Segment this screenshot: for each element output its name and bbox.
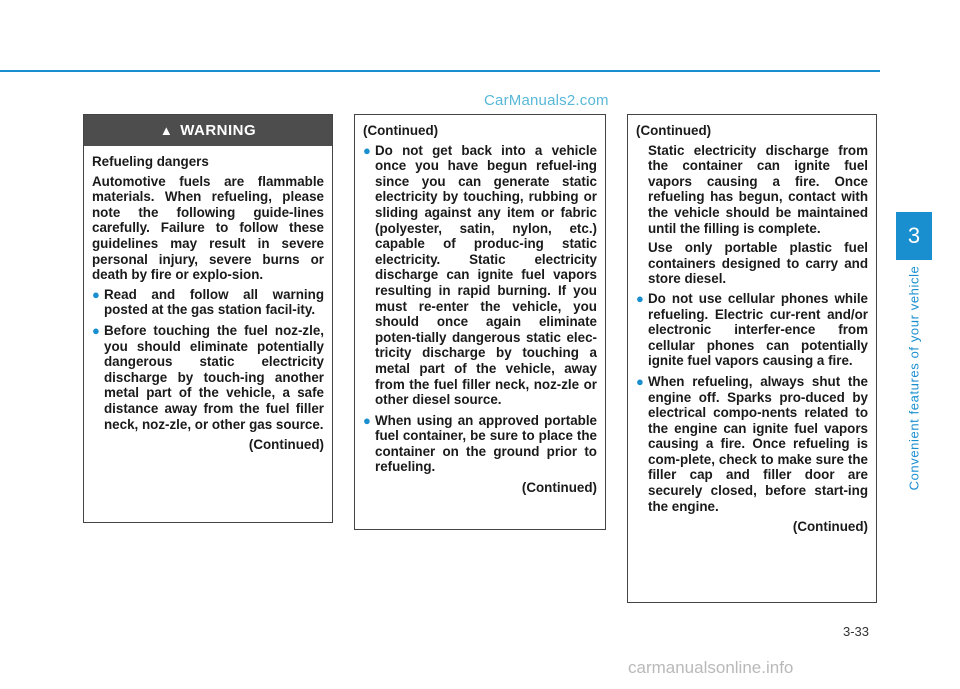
intro-paragraph: Automotive fuels are flammable materials. When refueling, please note the following guide-lines carefully. Failure to follow these guidelines may result in severe personal injury, severe burns or death by fire or explo-sion. xyxy=(92,173,324,283)
warning-header xyxy=(84,115,332,146)
bullet-dot-icon: ● xyxy=(92,322,100,338)
list-item: ● When refueling, always shut the engine off. Sparks pro-duced by electrical compo-nents related to the engine can ignite fuel vapors causing a fire. Once refueling is com-plete, check to make sure the filler cap and filler door are securely closed, before start-ing the engine. xyxy=(636,373,868,514)
watermark-bottom: carmanualsonline.info xyxy=(628,658,794,677)
list-item: ● When using an approved portable fuel container, be sure to place the container on the ground prior to refueling. xyxy=(363,412,597,475)
continued-top-label: (Continued) xyxy=(636,123,712,138)
bullet-dot-icon: ● xyxy=(636,290,644,306)
paragraph: Use only portable plastic fuel containers designed to carry and store diesel. xyxy=(648,240,868,287)
bullet-dot-icon: ● xyxy=(636,373,644,389)
continued-label: (Continued) xyxy=(521,480,597,496)
list-item: ● Do not get back into a vehicle once you have begun refuel-ing since you can generate static electricity by touching, rubbing or sliding against any item or fabric (polyester, satin, nylon, etc.) capable of produc-ing static electricity. Static electricity discharge can ignite fuel vapors resulting in rapid burning. If you must re-enter the vehicle, you should once again eliminate poten-tially dangerous static elec-tricity discharge by touching a metal part of the vehicle, away from the fuel filler neck, noz-zle or other diesel source. xyxy=(363,142,597,408)
chapter-tab: 3 xyxy=(896,212,932,260)
bullet-dot-icon: ● xyxy=(363,412,371,428)
bullet-list xyxy=(92,287,324,432)
continued-box-3 xyxy=(627,114,877,603)
bullet-dot-icon: ● xyxy=(363,142,371,158)
list-item: ● Before touching the fuel noz-zle, you should eliminate potentially dangerous static electricity discharge by touch-ing another metal part of the vehicle, a safe distance away from the fuel filler neck, noz-zle, or other gas source. xyxy=(92,322,324,432)
paragraph: Static electricity discharge from the container can ignite fuel vapors causing a fire. Once refueling has begun, contact with the vehicle should be maintained until the filling is complete. xyxy=(648,142,868,236)
continued-top-label: (Continued) xyxy=(363,123,439,138)
warning-box xyxy=(83,114,333,523)
warning-body xyxy=(84,146,332,463)
continued-box-2 xyxy=(354,114,606,530)
continued-label: (Continued) xyxy=(792,519,868,535)
top-rule xyxy=(0,70,880,72)
box-body xyxy=(355,115,605,506)
section-heading: Refueling dangers xyxy=(92,154,209,169)
chapter-title: Convenient features of your vehicle xyxy=(906,265,922,491)
box-body xyxy=(628,115,876,545)
bullet-list xyxy=(363,143,597,475)
warning-title: WARNING xyxy=(180,121,257,139)
warning-triangle-icon: ▲ xyxy=(159,122,174,138)
list-item: ● Do not use cellular phones while refueling. Electric cur-rent and/or electronic interfer-ence from cellular phones can potentially ignite fuel vapors causing a fire. xyxy=(636,290,868,369)
watermark-top: CarManuals2.com xyxy=(484,92,609,109)
continued-label: (Continued) xyxy=(248,437,324,453)
list-item: ● Read and follow all warning posted at the gas station facil-ity. xyxy=(92,286,324,318)
bullet-dot-icon: ● xyxy=(92,286,100,302)
bullet-list xyxy=(636,291,868,514)
page-number: 3-33 xyxy=(843,624,870,639)
